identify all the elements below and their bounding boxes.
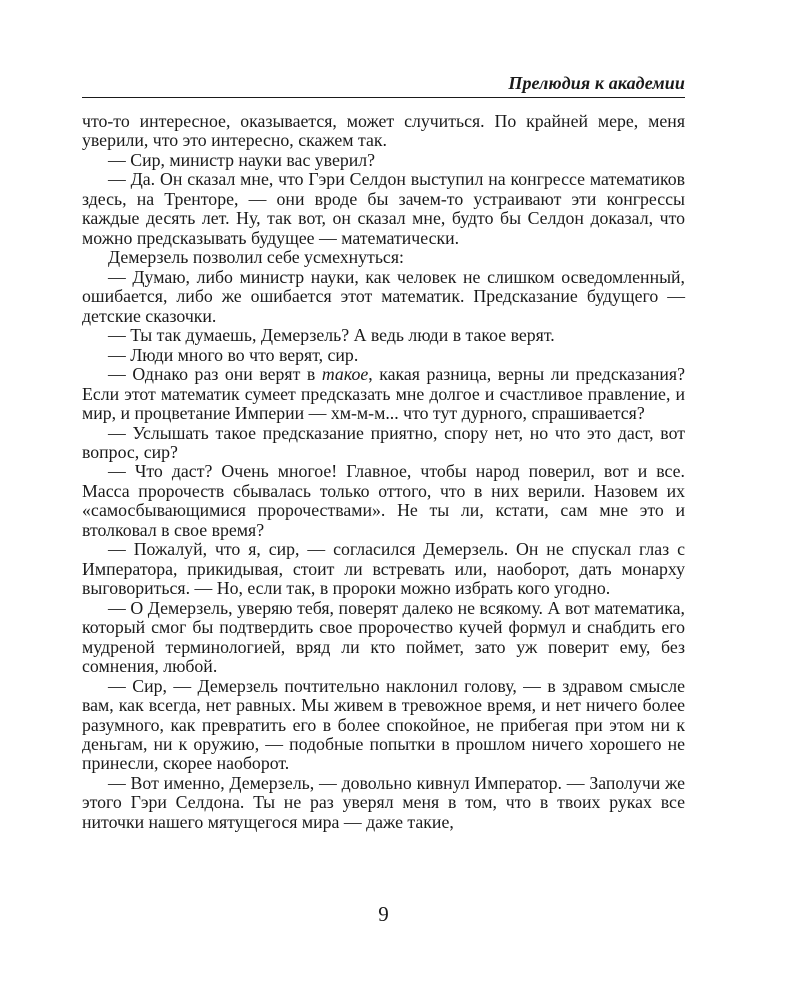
page-number: 9 (378, 902, 389, 926)
paragraph: — Да. Он сказал мне, что Гэри Селдон выступил на конгрессе математиков здесь, на Тренторе, — они вроде бы зачем-то устраивают эти конгрессы каждые десять лет. Ну, так вот, он сказал мне, будто бы Селдон доказал, что можно предсказывать будущее — математически. (82, 169, 685, 248)
paragraph: — Пожалуй, что я, сир, — согласился Демерзель. Он не спускал глаз с Императора, прикидывая, стоит ли встревать или, наоборот, дать монарху выговориться. — Но, если так, в пророки можно избрать кого угодно. (82, 539, 685, 599)
emphasized-word: такое (321, 364, 369, 385)
paragraph: что-то интересное, оказывается, может случиться. По крайней мере, меня уверили, что это интересно, скажем так. (82, 111, 685, 151)
paragraph: — Что даст? Очень многое! Главное, чтобы народ поверил, вот и все. Масса пророчеств сбывалась только оттого, что в них верили. Назовем их «самосбывающимися пророчествами». Не ты ли, кстати, сам мне это и втолковал в свое время? (82, 461, 685, 540)
paragraph: Демерзель позволил себе усмехнуться: (108, 247, 404, 268)
paragraph: — О Демерзель, уверяю тебя, поверят далеко не всякому. А вот математика, который смог бы подтвердить свое пророчество кучей формул и снабдить его мудреной терминологией, вряд ли кто поймет, зато уж поверит ему, без сомнения, любой. (82, 597, 685, 677)
paragraph: — Думаю, либо министр науки, как человек не слишком осведомленный, ошибается, либо же ошибается этот математик. Предсказание будущего — детские сказочки. (82, 266, 685, 326)
body-text (82, 112, 685, 832)
paragraph (82, 365, 685, 423)
paragraph: — Услышать такое предсказание приятно, спору нет, но что это даст, вот вопрос, сир? (82, 422, 685, 462)
header-rule (82, 97, 685, 98)
paragraph-segment: — Однако раз они верят в (108, 364, 322, 385)
paragraph: — Сир, министр науки вас уверил? (108, 149, 376, 170)
paragraph: — Сир, — Демерзель почтительно наклонил голову, — в здравом смысле вам, как всегда, нет равных. Мы живем в тревожное время, и нет ничего более разумного, как превратить его в более спокойное, не прибегая при этом ни к деньгам, ни к оружию, — подобные попытки в прошлом ничего хорошего не принесли, скорее наоборот. (82, 675, 685, 774)
running-head: Прелюдия к академии (508, 73, 685, 93)
paragraph: — Люди много во что верят, сир. (108, 344, 359, 365)
paragraph: — Ты так думаешь, Демерзель? А ведь люди в такое верят. (108, 325, 555, 346)
paragraph-segment: , какая разница, верны ли предсказания? Если этот математик сумеет предсказать мне долгое и счастливое правление, и мир, и процветание Империи — хм-м-м... что тут дурного, спрашивается? (82, 364, 686, 424)
paragraph: — Вот именно, Демерзель, — довольно кивнул Император. — Заполучи же этого Гэри Селдона. Ты не раз уверял меня в том, что в твоих руках все ниточки нашего мятущегося мира — даже такие, (82, 772, 685, 832)
